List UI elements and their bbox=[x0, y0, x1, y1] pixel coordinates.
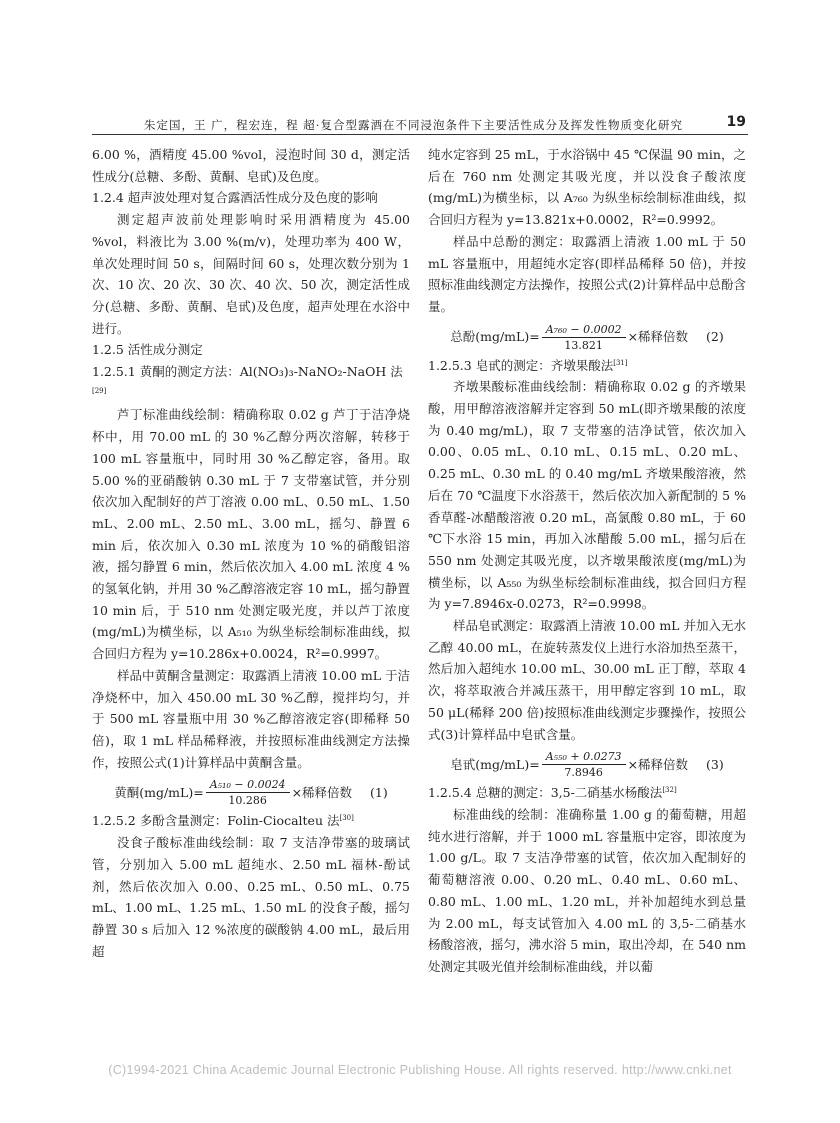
subsection-heading: 1.2.5.2 多酚含量测定：Folin-Ciocalteu 法[30] bbox=[92, 813, 354, 829]
left-column bbox=[92, 144, 410, 962]
formula-3: 皂甙(mg/mL)= $\frac{\text{A₅₅₀ + 0.0273}}{7.8946}$ ×稀释倍数 (3) bbox=[450, 750, 724, 780]
fraction: $\frac{\text{A₅₅₀ + 0.0273}}{7.8946}$ bbox=[542, 749, 626, 780]
section-heading: 1.2.5 活性成分测定 bbox=[92, 342, 203, 358]
formula-2: 总酚(mg/mL)= $\frac{\text{A₇₆₀ − 0.0002}}{13.821}$ ×稀释倍数 (2) bbox=[450, 322, 724, 352]
paragraph: 芦丁标准曲线绘制：精确称取 0.02 g 芦丁于洁净烧杯中，用 70.00 mL 的 30 %乙醇分两次溶解，转移于 100 mL 容量瓶中，同时用 30 %乙醇定容，备用。取 5.00 %的亚硝酸钠 0.30 mL 于 7 支带塞试管，并分别依次加入配制好的芦丁溶液 0.00 mL、0.50 mL、1.50 mL、2.00 mL、2.50 mL、3.00 mL，摇匀、静置 6 min 后，依次加入 0.30 mL 浓度为 10 %的硝酸铝溶液，摇匀静置 6 min，然后依次加入 4.00 mL 浓度 4 %的氢氧化钠，并用 30 %乙醇溶液定容 10 mL，摇匀静置 10 min 后，于 510 nm 处测定吸光度，并以芦丁浓度(mg/mL)为横坐标，以 A₅₁₀ 为纵坐标绘制标准曲线，拟合回归方程为 y=10.286x+0.0024，R²=0.9997。 bbox=[92, 407, 410, 662]
paragraph: 样品中黄酮含量测定：取露酒上清液 10.00 mL 于洁净烧杯中，加入 450.00 mL 30 %乙醇，搅拌均匀，并于 500 mL 容量瓶中用 30 %乙醇溶液定容(即稀释 50 倍)，取 1 mL 样品稀释液，并按照标准曲线测定方法操作，按照公式(1)计算样品中黄酮含量。 bbox=[92, 667, 410, 770]
formula-1: 黄酮(mg/mL)= $\frac{\text{A₅₁₀ − 0.0024}}{10.286}$ ×稀释倍数 (1) bbox=[114, 778, 388, 808]
equation-number: (2) bbox=[706, 329, 724, 345]
paragraph: 没食子酸标准曲线绘制：取 7 支洁净带塞的玻璃试管，分别加入 5.00 mL 超纯水、2.50 mL 福林-酚试剂，然后依次加入 0.00、0.25 mL、0.50 mL、0.75 mL、1.00 mL、1.25 mL、1.50 mL 的没食子酸，摇匀静置 30 s 后加入 12 %浓度的碳酸钠 4.00 mL，最后用超 bbox=[92, 835, 410, 959]
paragraph: 纯水定容到 25 mL，于水浴锅中 45 ℃保温 90 min，之后在 760 nm 处测定其吸光度，并以没食子酸浓度(mg/mL)为横坐标，以 A₇₆₀ 为纵坐标绘制标准曲线，拟合回归方程为 y=13.821x+0.0002，R²=0.9992。 bbox=[428, 147, 746, 228]
paragraph: 标准曲线的绘制：准确称量 1.00 g 的葡萄糖，用超纯水进行溶解，并于 1000 mL 容量瓶中定容，即浓度为 1.00 g/L。取 7 支洁净带塞的试管，依次加入配制好的葡萄糖溶液 0.00、0.20 mL、0.40 mL、0.60 mL、0.80 mL、1.00 mL、1.20 mL，并补加超纯水到总量为 2.00 mL，每支试管加入 4.00 mL 的 3,5-二硝基水杨酸溶液，摇匀，沸水浴 5 min，取出冷却，在 540 nm 处测定其吸光值并绘制标准曲线，并以葡 bbox=[428, 806, 746, 974]
right-column bbox=[428, 144, 746, 978]
citation: [29] bbox=[92, 386, 107, 395]
paragraph: 测定超声波前处理影响时采用酒精度为 45.00 %vol，料液比为 3.00 %(m/v)，处理功率为 400 W，单次处理时间 50 s，间隔时间 60 s，处理次数分别为 1 次、10 次、20 次、30 次、40 次、50 次，测定活性成分(总糖、多酚、黄酮、皂甙)及色度，超声处理在水浴中进行。 bbox=[92, 212, 410, 336]
copyright-footer: (C)1994-2021 China Academic Journal Electronic Publishing House. All rights reserved. http://www.cnki.net bbox=[108, 1063, 732, 1077]
subsection-heading: 1.2.5.4 总糖的测定：3,5-二硝基水杨酸法[32] bbox=[428, 785, 677, 801]
fraction: $\frac{\text{A₇₆₀ − 0.0002}}{13.821}$ bbox=[542, 322, 626, 353]
section-heading: 1.2.4 超声波处理对复合露酒活性成分及色度的影响 bbox=[92, 190, 378, 206]
fraction: $\frac{\text{A₅₁₀ − 0.0024}}{10.286}$ bbox=[206, 777, 290, 808]
paragraph: 样品皂甙测定：取露酒上清液 10.00 mL 并加入无水乙醇 40.00 mL，在旋转蒸发仪上进行水浴加热至蒸干，然后加入超纯水 10.00 mL、30.00 mL 正丁醇，萃取 4 次，将萃取液合并减压蒸干，用甲醇定容到 10 mL，取 50 μL(稀释 200 倍)按照标准曲线测定步骤操作，按照公式(3)计算样品中皂甙含量。 bbox=[428, 618, 746, 742]
paragraph: 6.00 %，酒精度 45.00 %vol，浸泡时间 30 d，测定活性成分(总糖、多酚、黄酮、皂甙)及色度。 bbox=[92, 147, 410, 184]
subsection-heading: 1.2.5.1 黄酮的测定方法：Al(NO₃)₃-NaNO₂-NaOH 法[29] bbox=[92, 364, 403, 395]
paragraph: 样品中总酚的测定：取露酒上清液 1.00 mL 于 50 mL 容量瓶中，用超纯水定容(即样品稀释 50 倍)，并按照标准曲线测定方法操作，按照公式(2)计算样品中总酚含量。 bbox=[428, 233, 746, 314]
page-number: 19 bbox=[726, 114, 746, 130]
equation-number: (1) bbox=[370, 785, 388, 801]
citation: [30] bbox=[339, 814, 354, 823]
citation: [31] bbox=[613, 358, 628, 367]
running-title: 朱定国，王 广，程宏连，程 超·复合型露酒在不同浸泡条件下主要活性成分及挥发性物质变化研究 bbox=[144, 118, 683, 132]
subsection-heading: 1.2.5.3 皂甙的测定：齐墩果酸法[31] bbox=[428, 357, 628, 373]
citation: [32] bbox=[662, 786, 677, 795]
paragraph: 齐墩果酸标准曲线绘制：精确称取 0.02 g 的齐墩果酸，用甲醇溶液溶解并定容到 50 mL(即齐墩果酸的浓度为 0.40 mg/mL)，取 7 支带塞的洁净试管，依次加入 0.00、0.05 mL、0.10 mL、0.15 mL、0.20 mL、0.25 mL、0.30 mL 的 0.40 mg/mL 齐墩果酸溶液，然后在 70 ℃温度下水浴蒸干，然后依次加入新配制的 5 %香草醛-冰醋酸溶液 0.20 mL，高氯酸 0.80 mL，于 60 ℃下水浴 15 min，再加入冰醋酸 5.00 mL，摇匀后在 550 nm 处测定其吸光度，以齐墩果酸浓度(mg/mL)为横坐标，以 A₅₅₀ 为纵坐标绘制标准曲线，拟合回归方程为 y=7.8946x-0.0273，R²=0.9998。 bbox=[428, 379, 746, 612]
equation-number: (3) bbox=[706, 756, 724, 772]
running-header bbox=[92, 114, 748, 135]
